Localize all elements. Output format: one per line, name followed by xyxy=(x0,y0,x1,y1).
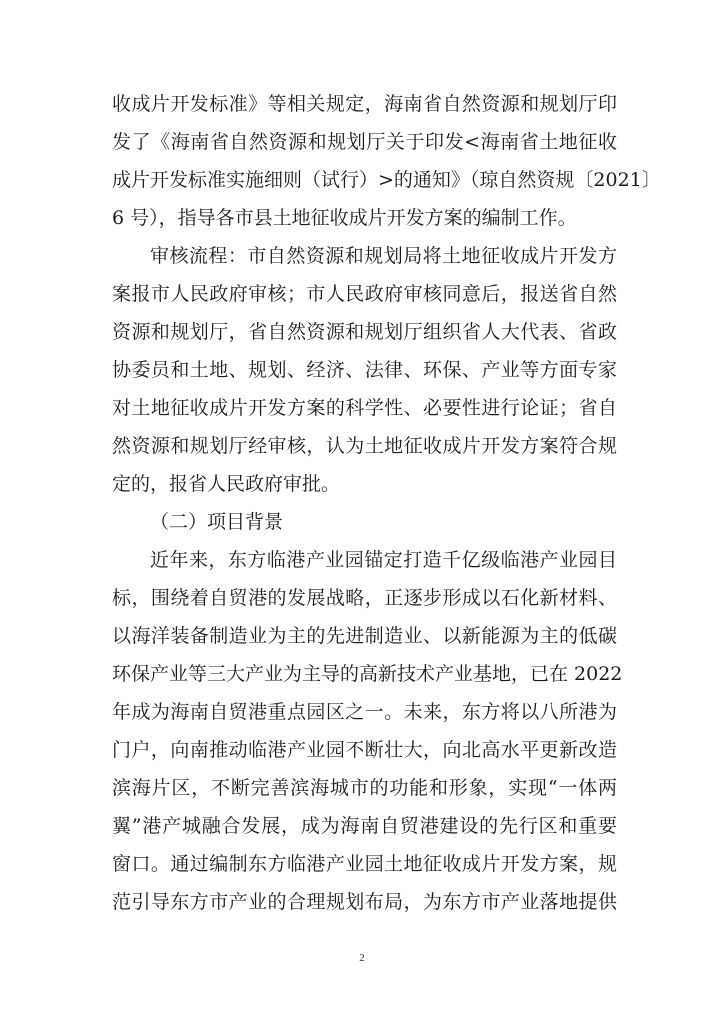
text-line: 年成为海南自贸港重点园区之一。未来，东方将以八所港为 xyxy=(112,701,617,723)
text-line: 协委员和土地、规划、经济、法律、环保、产业等方面专家 xyxy=(112,359,617,381)
text-line: 滨海片区，不断完善滨海城市的功能和形象，实现“一体两 xyxy=(112,777,617,799)
text-line: 然资源和规划厅经审核，认为土地征收成片开发方案符合规 xyxy=(112,435,617,457)
text-line: 范引导东方市产业的合理规划布局，为东方市产业落地提供 xyxy=(112,891,617,913)
text-line: 案报市人民政府审核；市人民政府审核同意后，报送省自然 xyxy=(112,283,617,305)
section-heading: （二）项目背景 xyxy=(150,511,284,533)
paragraph-first-line: 审核流程：市自然资源和规划局将土地征收成片开发方 xyxy=(150,245,617,267)
page-number: 2 xyxy=(359,952,365,964)
text-line: 对土地征收成片开发方案的科学性、必要性进行论证；省自 xyxy=(112,397,617,419)
text-line: 窗口。通过编制东方临港产业园土地征收成片开发方案，规 xyxy=(112,853,617,875)
text-line: 收成片开发标准》等相关规定，海南省自然资源和规划厅印 xyxy=(112,93,617,115)
text-line: 定的，报省人民政府审批。 xyxy=(112,473,341,495)
text-line: 以海洋装备制造业为主的先进制造业、以新能源为主的低碳 xyxy=(112,625,617,647)
text-line: 标，围绕着自贸港的发展战略，正逐步形成以石化新材料、 xyxy=(112,587,617,609)
text-line: 6 号），指导各市县土地征收成片开发方案的编制工作。 xyxy=(112,207,577,229)
text-line: 成片开发标准实施细则（试行）>的通知》（琼自然资规〔2021〕 xyxy=(112,169,661,191)
text-line: 门户，向南推动临港产业园不断壮大，向北高水平更新改造 xyxy=(112,739,617,761)
text-line: 环保产业等三大产业为主导的高新技术产业基地，已在 2022 xyxy=(112,663,623,685)
paragraph-first-line: 近年来，东方临港产业园锚定打造千亿级临港产业园目 xyxy=(150,549,617,571)
text-line: 翼”港产城融合发展，成为海南自贸港建设的先行区和重要 xyxy=(112,815,617,837)
text-line: 发了《海南省自然资源和规划厅关于印发<海南省土地征收 xyxy=(112,131,617,153)
text-line: 资源和规划厅，省自然资源和规划厅组织省人大代表、省政 xyxy=(112,321,617,343)
